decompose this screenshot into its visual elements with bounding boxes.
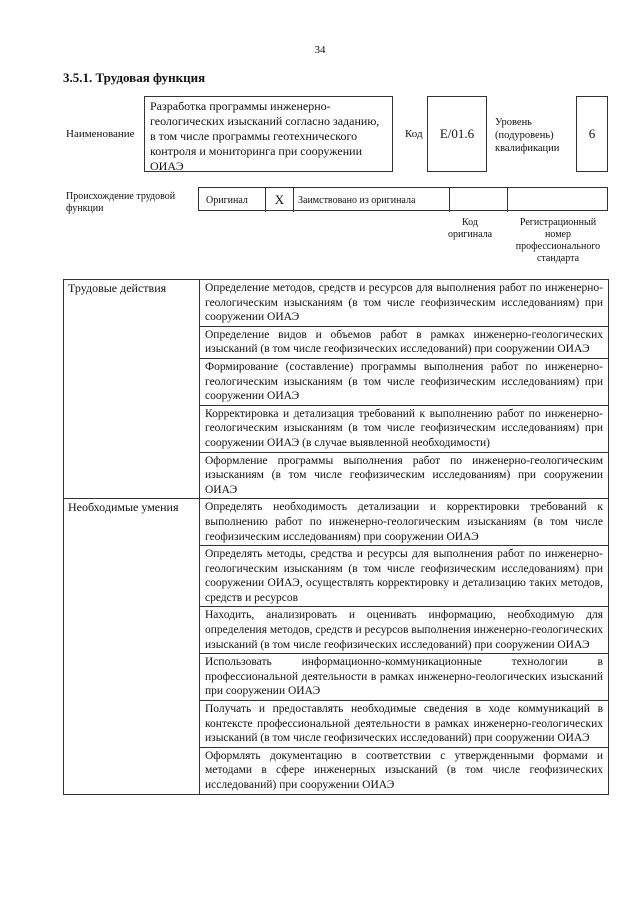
- table-cell: Формирование (составление) программы выполнения работ по инженерно-геологическим изысканиям (в том числе геофизическим исследованиям) при сооружении ОИАЭ: [200, 358, 609, 405]
- name-value-box: Разработка программы инженерно-геологических изысканий согласно заданию, в том числе программы геотехнического контроля и мониторинга при сооружении ОИАЭ: [144, 96, 393, 172]
- table-row: [64, 280, 609, 327]
- origin-row: [198, 187, 608, 211]
- table-cell: Определять необходимость детализации и корректировки требований к выполнению работ по инженерно-геологическим изысканиям (в том числе геофизическим исследованиям) при сооружении ОИАЭ: [200, 499, 609, 546]
- table-cell: Корректировка и детализация требований к выполнению работ по инженерно-геологическим изысканиям (в том числе геофизическим исследованиям) при сооружении ОИАЭ (в случае выявленной необходимости): [200, 405, 609, 452]
- level-value-box: 6: [576, 96, 608, 172]
- original-mark: X: [265, 188, 293, 212]
- borrowed-label: Заимствовано из оригинала: [293, 188, 449, 212]
- table-cell: Определение видов и объемов работ в рамках инженерно-геологических изысканий (в том числе геофизических исследований) при сооружении ОИАЭ: [200, 326, 609, 358]
- category-cell: Трудовые действия: [64, 280, 200, 499]
- table-row: [64, 499, 609, 546]
- name-label: Наименование: [66, 128, 135, 140]
- code-original-cell: [449, 188, 507, 212]
- table-cell: Определение методов, средств и ресурсов для выполнения работ по инженерно-геологическим изысканиям (в том числе геофизическим исследованиям) при сооружении ОИАЭ: [200, 280, 609, 327]
- code-original-caption: Код оригинала: [447, 217, 493, 240]
- code-label: Код: [405, 128, 423, 140]
- section-title: 3.5.1. Трудовая функция: [63, 70, 206, 85]
- category-cell: Необходимые умения: [64, 499, 200, 794]
- table-cell: Оформлять документацию в соответствии с утвержденными формами и методами в сфере инженерных изысканий (в том числе геофизических исследований) при сооружении ОИАЭ: [200, 747, 609, 794]
- requirements-table: [63, 279, 609, 795]
- level-label: Уровень (подуровень) квалификации: [495, 117, 560, 154]
- original-label: Оригинал: [206, 194, 248, 206]
- reg-number-caption: Регистрационный номер профессионального стандарта: [515, 217, 601, 264]
- table-cell: Оформление программы выполнения работ по инженерно-геологическим изысканиям (в том числе геофизическим исследованиям) при сооружении ОИАЭ: [200, 452, 609, 499]
- origin-label: Происхождение трудовой функции: [66, 191, 176, 214]
- page-number: 34: [314, 44, 326, 56]
- table-cell: Использовать информационно-коммуникационные технологии в профессиональной деятельности в рамках инженерно-геологических изысканий при сооружении ОИАЭ: [200, 654, 609, 701]
- table-cell: Получать и предоставлять необходимые сведения в ходе коммуникаций в контексте профессиональной деятельности в рамках инженерно-геологических изысканий (в том числе геофизических исследований) при сооружении ОИАЭ: [200, 701, 609, 748]
- code-value-box: E/01.6: [427, 96, 487, 172]
- table-cell: Находить, анализировать и оценивать информацию, необходимую для определения методов, средств и ресурсов выполнения инженерно-геологических изысканий (в том числе геофизических исследований) при сооружении ОИАЭ: [200, 607, 609, 654]
- reg-number-cell: [507, 188, 607, 212]
- table-cell: Определять методы, средства и ресурсы для выполнения работ по инженерно-геологическим изысканиям (в том числе геофизическим исследованиям) при сооружении ОИАЭ, осуществлять корректировку и детализацию таких методов, средств и ресурсов: [200, 546, 609, 607]
